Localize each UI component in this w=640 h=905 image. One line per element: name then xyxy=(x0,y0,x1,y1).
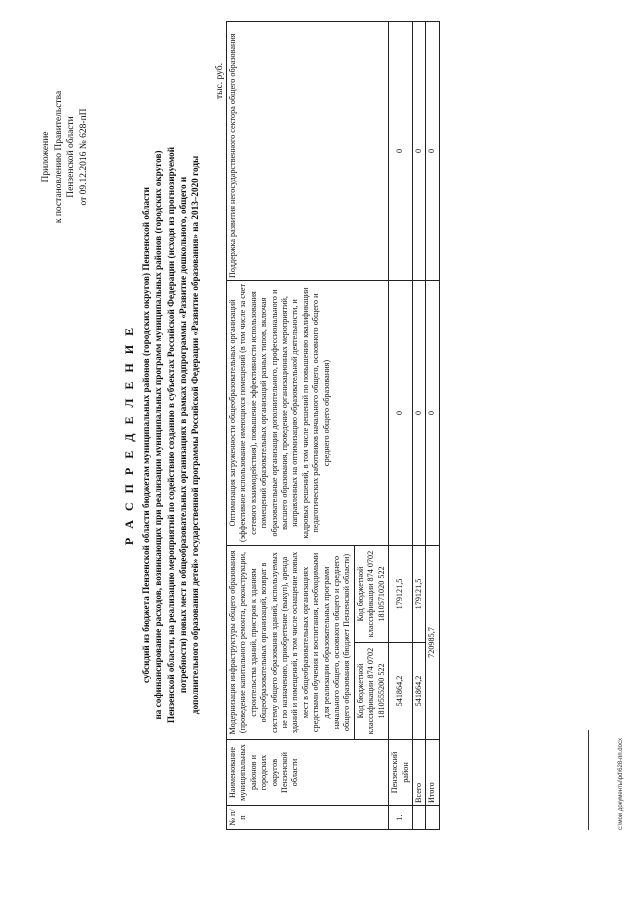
header-row xyxy=(227,21,355,829)
row-optimization: 0 xyxy=(412,280,425,545)
appendix-line: Приложение xyxy=(41,131,51,183)
total-support: 0 xyxy=(426,21,439,280)
row-support: 0 xyxy=(389,21,413,280)
row-value-2: 179121,5 xyxy=(389,545,413,642)
subtitle-line: на софинансирование расходов, возникающих при реализации муниципальных программ муниципальных районов (городских округов) xyxy=(153,150,164,720)
document-title: Р А С П Р Е Д Е Л Е Н И Е xyxy=(122,324,136,546)
footer-rule xyxy=(588,730,589,830)
total-optimization: 0 xyxy=(426,280,439,545)
total-label: Итого xyxy=(426,740,439,806)
total-row xyxy=(426,21,439,829)
header-code-1: Код бюджетной классификации 874 0702 1810555200 522 xyxy=(354,643,388,740)
row-num: 1. xyxy=(389,806,413,830)
header-optimization: Оптимизация загруженности общеобразовательных организаций (эффективное использование имеющихся помещений (в том числе за счет сетевого взаимодействия), повышение эффективности использования помещений образовательных организаций разных типов, включая образовательные организации дополнительного, профессионального и высшего образования, проведение организационных мероприятий, направленных на оптимизацию образовательной деятельности, и кадровых решений, в том числе решений по повышению квалификации педагогических работников начального общего, основного общего и среднего общего образования) xyxy=(227,280,389,545)
appendix-block xyxy=(40,57,90,257)
total-num xyxy=(426,806,439,830)
units-label: тыс. руб. xyxy=(215,63,225,99)
appendix-line: к постановлению Правительства xyxy=(53,90,64,224)
subtitle-line: субсидий из бюджета Пензенской области бюджетам муниципальных районов (городских округов) Пензенской области xyxy=(141,187,151,683)
header-name: Наименование муниципальных районов и городских округов Пензенской области xyxy=(227,740,389,806)
row-value-1: 541864,2 xyxy=(389,643,413,740)
row-value-2: 179121,5 xyxy=(412,545,425,642)
header-code-2: Код бюджетной классификации 874 0702 1810571020 522 xyxy=(354,545,388,642)
row-name: Пензенский район xyxy=(389,740,413,806)
row-num xyxy=(412,806,425,830)
subtitle-line: потребности) новых мест в общеобразовательных организациях в рамках подпрограммы «Развитие дошкольного, общего и xyxy=(177,176,188,694)
table-row xyxy=(412,21,425,829)
row-name: Всего xyxy=(412,740,425,806)
appendix-line: от 09.12.2016 № 628-пП xyxy=(78,108,89,206)
row-support: 0 xyxy=(412,21,425,280)
distribution-table xyxy=(226,21,440,830)
footer-file-path: c:\мои документы\pd\628-пп.docx xyxy=(618,738,624,830)
document-subtitle xyxy=(140,45,201,825)
appendix-line: Пензенской области xyxy=(66,116,76,198)
table-row xyxy=(389,21,413,829)
row-value-1: 541864,2 xyxy=(412,643,425,740)
subtitle-line: Пензенской области, на реализацию мероприятий по содействию созданию в субъектах Российской Федерации (исходя из прогнозируемой xyxy=(165,146,176,724)
total-value: 720985,7 xyxy=(426,545,439,739)
row-optimization: 0 xyxy=(389,280,413,545)
header-num: № п/п xyxy=(227,806,389,830)
subtitle-line: дополнительного образования детей» государственной программы Российской Федерации «Развитие образования» на 2013–2020 годы xyxy=(190,155,201,715)
header-support: Поддержка развития негосударственного сектора общего образования xyxy=(227,21,389,280)
header-modernization: Модернизация инфраструктуры общего образования (проведение капитального ремонта, реконструкции, строительства зданий, пристроя к зданиям общеобразовательных организаций, возврат в систему общего образования зданий, используемых не по назначению, приобретение (выкуп), аренда зданий и помещений, в том числе оснащение новых мест в общеобразовательных организациях средствами обучения и воспитания, необходимыми для реализации образовательных программ начального общего, основного общего и среднего общего образования (бюджет Пензенской области) xyxy=(227,545,355,739)
